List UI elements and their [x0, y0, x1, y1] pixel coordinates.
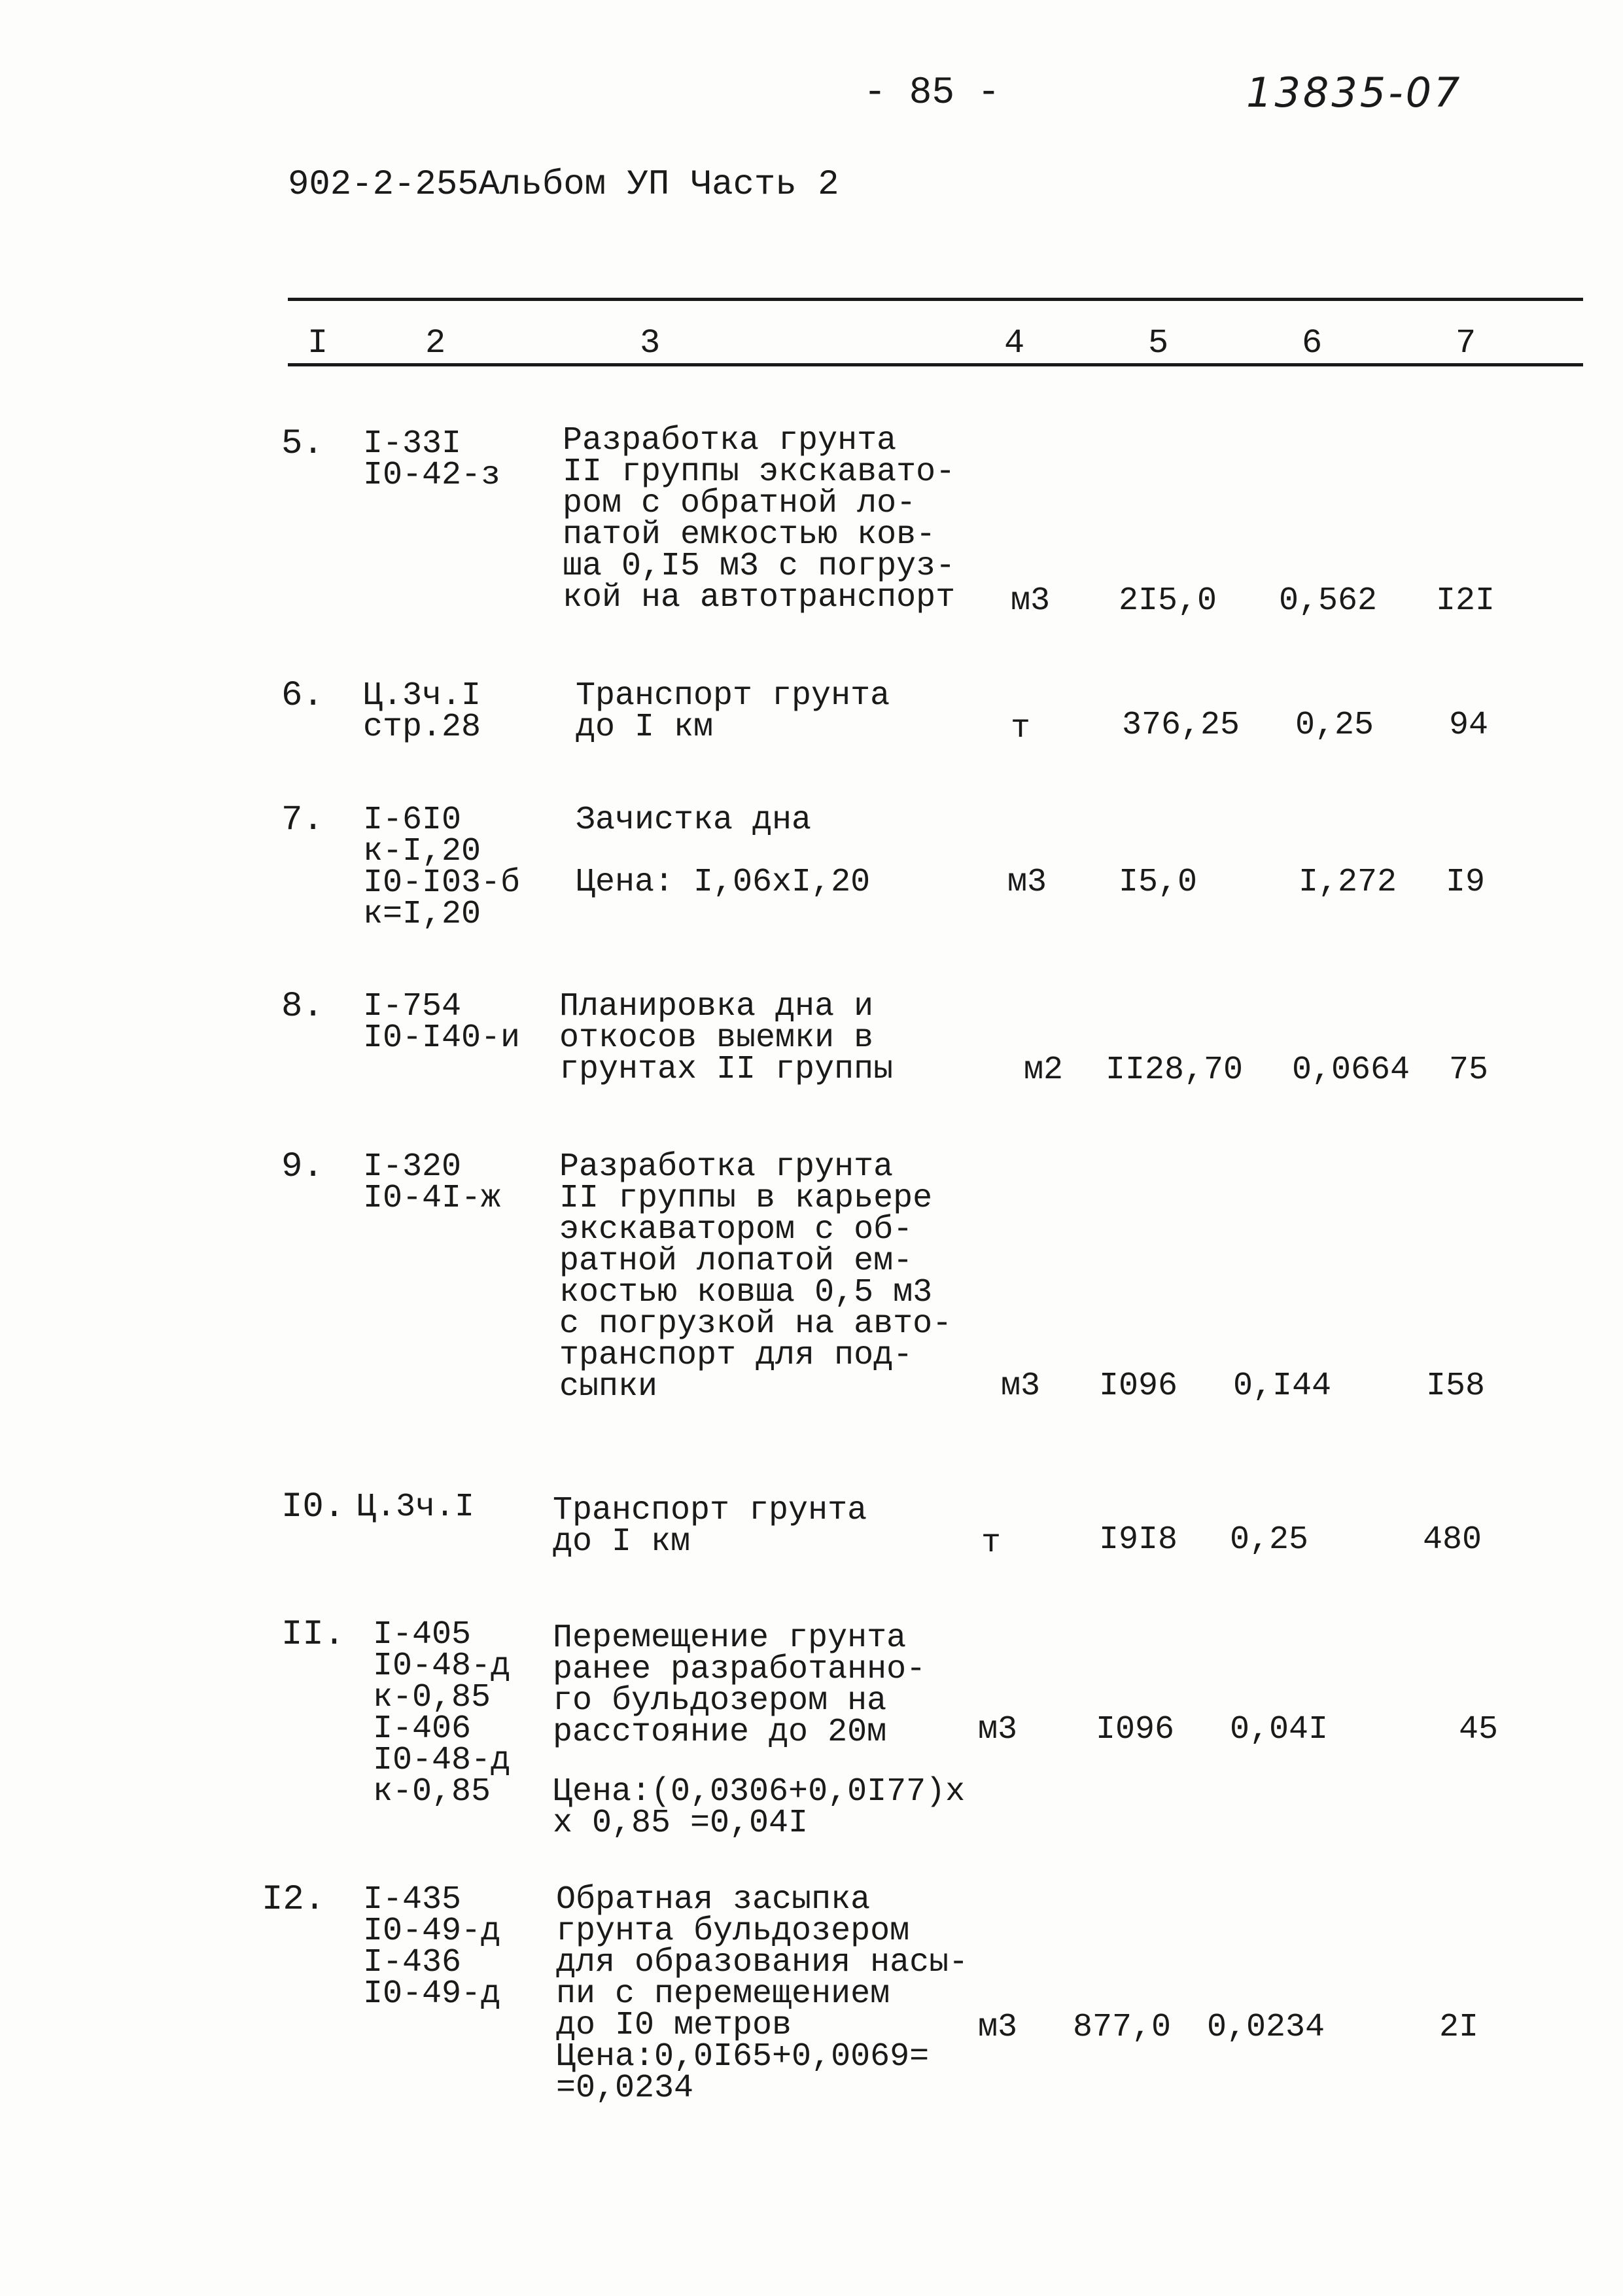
page-number: - 85 - — [864, 72, 1000, 115]
column-header-6: 6 — [1302, 324, 1323, 362]
row-code: I-405 I0-48-д к-0,85 I-406 I0-48-д к-0,85 — [373, 1616, 511, 1810]
row-code: Ц.3ч.I — [357, 1489, 475, 1526]
row-total: 2I — [1439, 2009, 1479, 2046]
column-header-1: I — [307, 324, 328, 362]
row-description: Разработка грунта II группы в карьере экскаватором с об- ратной лопатой ем- костью ковша 0,5 м3 с погрузкой на авто- транспорт для под- сыпки — [559, 1148, 952, 1405]
row-total: 45 — [1459, 1711, 1499, 1748]
row-description: Обратная засыпка грунта бульдозером для образования насы- пи с перемещением до I0 метров — [556, 1881, 969, 2044]
row-price: 0,I44 — [1233, 1368, 1332, 1405]
row-unit: м2 — [1024, 1051, 1064, 1089]
row-description: Транспорт грунта до I км — [576, 677, 890, 746]
row-quantity: I096 — [1099, 1368, 1178, 1405]
row-description: Планировка дна и откосов выемки в грунтах II группы — [559, 988, 894, 1088]
row-unit: т — [1011, 710, 1031, 747]
row-unit: м3 — [978, 2009, 1018, 2046]
row-total: 94 — [1449, 707, 1489, 744]
row-quantity: I9I8 — [1099, 1521, 1178, 1559]
row-price: 0,25 — [1295, 707, 1374, 744]
row-unit: м3 — [1001, 1368, 1041, 1405]
row-quantity: I096 — [1096, 1711, 1175, 1748]
row-number: I0. — [281, 1487, 345, 1527]
table-top-rule — [288, 298, 1583, 301]
row-price: 0,25 — [1230, 1521, 1309, 1559]
row-total: 480 — [1423, 1521, 1482, 1559]
row-total: I58 — [1426, 1368, 1486, 1405]
row-price: 0,0664 — [1292, 1051, 1410, 1089]
row-code: I-320 I0-4I-ж — [363, 1148, 501, 1217]
row-code: I-754 I0-I40-и — [363, 988, 521, 1057]
row-price-formula: Цена: I,06xI,20 — [576, 864, 871, 901]
row-number: 5. — [281, 424, 324, 464]
row-total: I2I — [1436, 582, 1495, 620]
row-unit: м3 — [978, 1711, 1018, 1748]
column-header-4: 4 — [1004, 324, 1025, 362]
row-price: I,272 — [1299, 864, 1397, 901]
row-total: I9 — [1446, 864, 1486, 901]
row-quantity: 376,25 — [1122, 707, 1240, 744]
row-price: 0,0234 — [1207, 2009, 1325, 2046]
row-number: I2. — [262, 1880, 326, 1920]
row-number: II. — [281, 1615, 345, 1655]
row-description: Зачистка дна — [576, 802, 812, 839]
column-header-5: 5 — [1148, 324, 1169, 362]
row-quantity: II28,70 — [1106, 1051, 1244, 1089]
row-number: 6. — [281, 676, 324, 716]
row-unit: м3 — [1007, 864, 1047, 901]
row-description: Перемещение грунта ранее разработанно- го бульдозером на расстояние до 20м — [553, 1619, 926, 1751]
table-header-rule — [288, 363, 1583, 366]
document-number: 13835-07 — [1246, 69, 1463, 116]
row-quantity: 877,0 — [1073, 2009, 1172, 2046]
row-quantity: 2I5,0 — [1119, 582, 1217, 620]
row-description: Транспорт грунта до I км — [553, 1492, 867, 1561]
row-total: 75 — [1449, 1051, 1489, 1089]
column-header-2: 2 — [425, 324, 446, 362]
row-number: 7. — [281, 800, 324, 840]
row-price: 0,04I — [1230, 1711, 1329, 1748]
row-price-formula: Цена:0,0I65+0,0069= =0,0234 — [556, 2038, 930, 2107]
row-price: 0,562 — [1279, 582, 1378, 620]
row-number: 8. — [281, 987, 324, 1027]
column-header-7: 7 — [1456, 324, 1476, 362]
row-description: Разработка грунта II группы экскавато- ром с обратной ло- патой емкостью ков- ша 0,I5 м3 с погруз- кой на автотранспорт — [563, 422, 956, 616]
row-code: I-33I I0-42-з — [363, 425, 501, 494]
row-code: Ц.3ч.I стр.28 — [363, 677, 481, 746]
row-number: 9. — [281, 1147, 324, 1187]
row-code: I-435 I0-49-д I-436 I0-49-д — [363, 1881, 501, 2013]
row-quantity: I5,0 — [1119, 864, 1198, 901]
column-header-3: 3 — [640, 324, 661, 362]
album-reference: 902-2-255Альбом УП Часть 2 — [288, 165, 839, 205]
row-unit: м3 — [1011, 582, 1051, 620]
row-code: I-6I0 к-I,20 I0-I03-б к=I,20 — [363, 802, 521, 933]
row-unit: т — [981, 1525, 1002, 1562]
row-price-formula: Цена:(0,0306+0,0I77)x x 0,85 =0,04I — [553, 1773, 966, 1842]
